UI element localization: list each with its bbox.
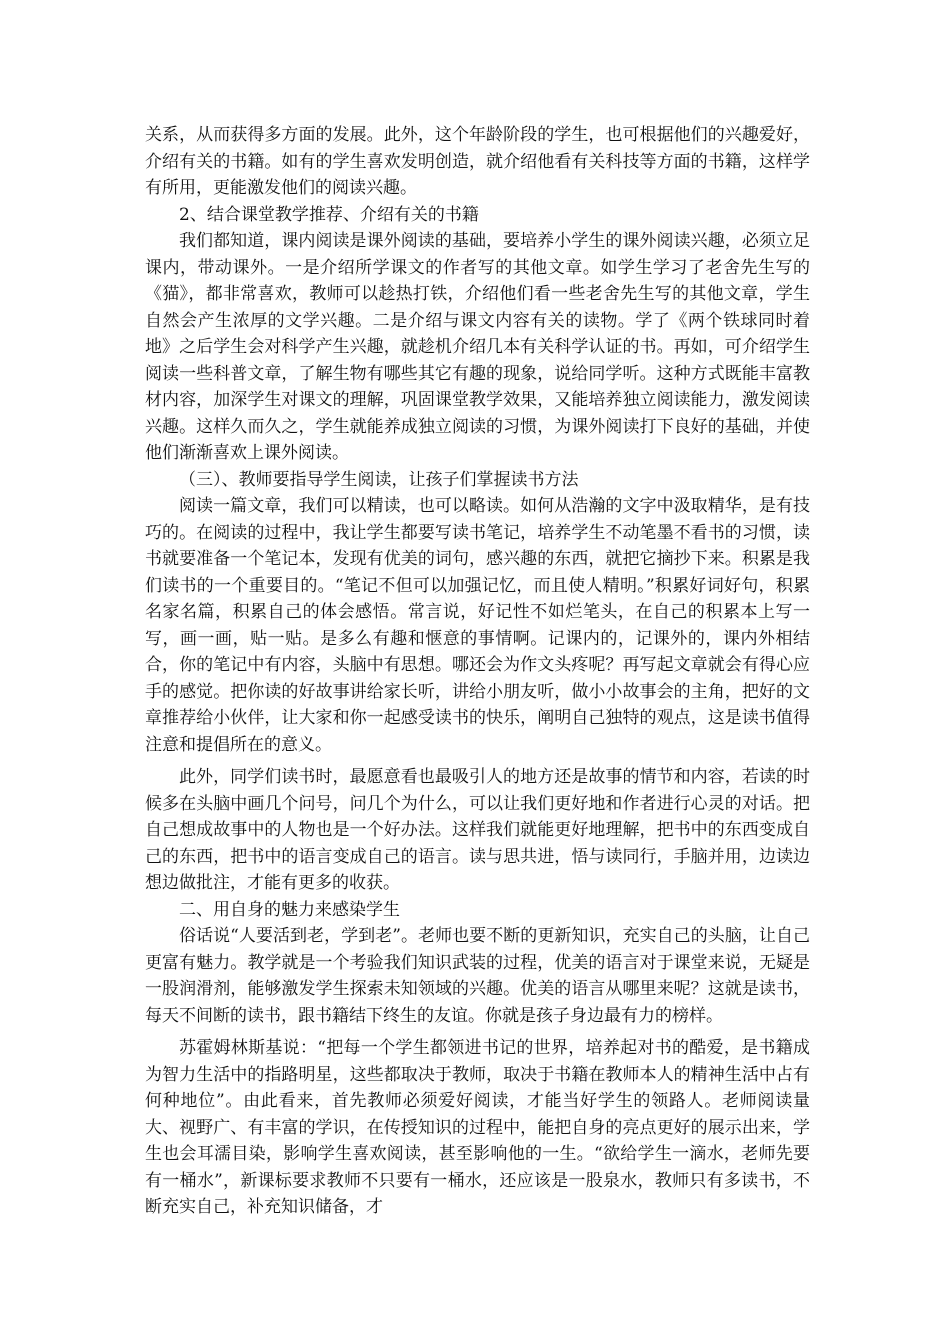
paragraph-story-thinking: 此外，同学们读书时，最愿意看也最吸引人的地方还是故事的情节和内容，若读的时候多在头脑中画几个问号，问几个为什么，可以让我们更好地和作者进行心灵的对话。把自己想成故事中的人物也是一个好办法。这样我们就能更好地理解，把书中的东西变成自己的东西，把书中的语言变成自己的语言。读与思共进，悟与读同行，手脑并用，边读边想边做批注，才能有更多的收获。 <box>145 767 810 893</box>
paragraph-continuation: 关系，从而获得多方面的发展。此外，这个年龄阶段的学生，也可根据他们的兴趣爱好，介绍有关的书籍。如有的学生喜欢发明创造，就介绍他看有关科技等方面的书籍，这样学有所用，更能激发他们的阅读兴趣。 <box>145 125 810 198</box>
section-heading-reading-methods: （三）、教师要指导学生阅读，让孩子们掌握读书方法 <box>179 469 579 490</box>
paragraph-reading-notes: 阅读一篇文章，我们可以精读，也可以略读。如何从浩瀚的文字中汲取精华，是有技巧的。在阅读的过程中，我让学生都要写读书笔记，培养学生不动笔墨不看书的习惯，读书就要准备一个笔记本，发现有优美的词句，感兴趣的东西，就把它摘抄下来。积累是我们读书的一个重要目的。“笔记不但可以加强记忆，而且使人精明。”积累好词好句，积累名家名篇，积累自己的体会感悟。常言说，好记性不如烂笔头，在自己的积累本上写一写，画一画，贴一贴。是多么有趣和惬意的事情啊。记课内的，记课外的，课内外相结合，你的笔记中有内容，头脑中有思想。哪还会为作文头疼呢？再写起文章就会有得心应手的感觉。把你读的好故事讲给家长听，讲给小朋友听，做小小故事会的主角，把好的文章推荐给小伙伴，让大家和你一起感受读书的快乐，阐明自己独特的观点，这是读书值得注意和提倡所在的意义。 <box>145 496 810 755</box>
document-body <box>145 122 810 1221</box>
section-heading-teacher-charm: 二、用自身的魅力来感染学生 <box>179 899 400 920</box>
paragraph-classroom-reading: 我们都知道，课内阅读是课外阅读的基础，要培养小学生的课外阅读兴趣，必须立足课内，带动课外。一是介绍所学课文的作者写的其他文章。如学生学习了老舍先生写的《猫》，都非常喜欢，教师可以趁热打铁，介绍他们看一些老舍先生写的其他文章，学生自然会产生浓厚的文学兴趣。二是介绍与课文内容有关的读物。学了《两个铁球同时着地》之后学生会对科学产生兴趣，就趁机介绍几本有关科学认证的书。再如，可介绍学生阅读一些科普文章，了解生物有哪些其它有趣的现象，说给同学听。这种方式既能丰富教材内容，加深学生对课文的理解，巩固课堂教学效果，又能培养独立阅读能力，激发阅读兴趣。这样久而久之，学生就能养成独立阅读的习惯，为课外阅读打下良好的基础，并使他们渐渐喜欢上课外阅读。 <box>145 231 810 463</box>
paragraph-lifelong-learning: 俗话说“人要活到老，学到老”。老师也要不断的更新知识，充实自己的头脑，让自己更富有魅力。教学就是一个考验我们知识武装的过程，优美的语言对于课堂来说，无疑是一股润滑剂，能够激发学生探索未知领域的兴趣。优美的语言从哪里来呢？这就是读书，每天不间断的读书，跟书籍结下终生的友谊。你就是孩子身边最有力的榜样。 <box>145 926 810 1026</box>
section-heading-recommend-books: 2、结合课堂教学推荐、介绍有关的书籍 <box>179 204 479 225</box>
paragraph-sukhomlinsky-quote: 苏霍姆林斯基说：“把每一个学生都领进书记的世界，培养起对书的酷爱，是书籍成为智力生活中的指路明星，这些都取决于教师，取决于书籍在教师本人的精神生活中占有何种地位”。由此看来，首先教师必须爱好阅读，才能当好学生的领路人。老师阅读量大、视野广、有丰富的学识，在传授知识的过程中，能把自身的亮点更好的展示出来，学生也会耳濡目染，影响学生喜欢阅读，甚至影响他的一生。“欲给学生一滴水，老师先要有一桶水”，新课标要求教师不只要有一桶水，还应该是一股泉水，教师只有多读书，不断充实自己，补充知识储备，才 <box>145 1038 810 1217</box>
